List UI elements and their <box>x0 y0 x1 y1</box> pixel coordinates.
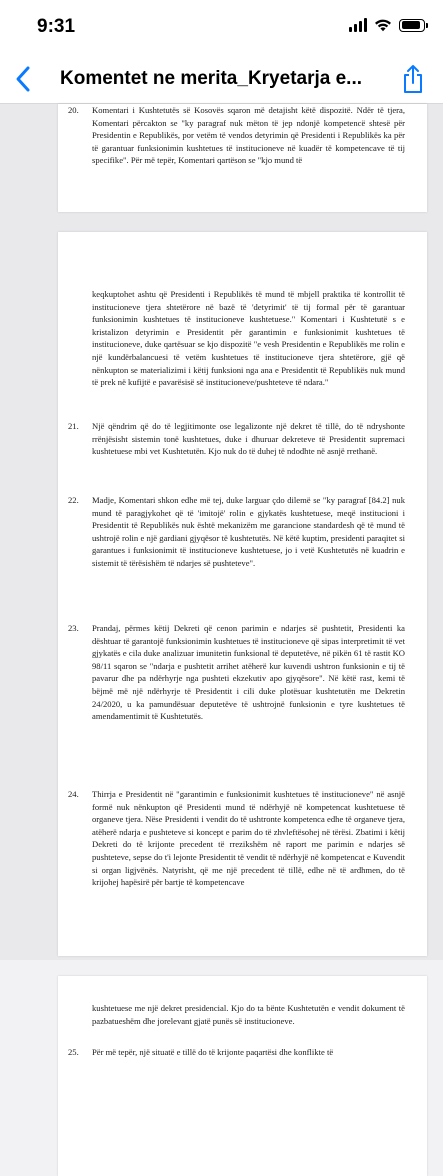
cellular-signal-icon <box>349 18 367 32</box>
paragraph-number: 23. <box>68 623 79 633</box>
document-page <box>58 976 427 1176</box>
wifi-icon <box>374 18 392 32</box>
paragraph-25 <box>68 1046 405 1059</box>
paragraph-number: 25. <box>68 1047 79 1057</box>
paragraph-text: Thirrja e Presidentit në "garantimin e funksionimit kushtetues të institucioneve" në asnjë formë nuk nënkupton që Presidenti mund të ndërhyjë në kompetencat kushtetuese të organeve tjera. Nëse Presidenti i vendit do të ushtronte kompetenca edhe të organeve tjera, atëherë ndarja e pushteteve si koncept e parim do të zhvleftësohej në tërësi. Zbatimi i këtij Dekreti do të krijonte precedent të rrezikshëm në raport me parimin e ndarjes së pushteteve, sepse do t'i lejonte Presidentit të vendit të ndërhyjë në kompetencat e Kuvendit si organ ligjvënës. Natyrisht, që me një precedent të tillë, edhe në të ardhmen, do të krijohej hapësirë për bartje të kompetencave <box>92 789 405 888</box>
paragraph-text: Madje, Komentari shkon edhe më tej, duke larguar çdo dilemë se "ky paragraf [84.2] nuk mund të paragjykohet që të 'imitojë' rolin e gjykatës kushtetuese, meqë institucioni i Presidentit të Republikës nuk është mekanizëm me garancione standardesh që të mund të ushtrojë rolin e një gardiani gjyqësor të kushtetutës. Në këtë kuptim, presidenti paraqitet si garantues i funksionimit të institucioneve kushtetuese, jo i vetë Kushtetutës në kuadrin e sistemit të tërësishëm të ndarjes së pushteteve". <box>92 495 405 568</box>
share-button[interactable] <box>397 61 429 97</box>
paragraph-text: Për më tepër, një situatë e tillë do të krijonte paqartësi dhe konflikte të <box>92 1047 334 1057</box>
paragraph-text: Prandaj, përmes këtij Dekreti që cenon parimin e ndarjes së pushtetit, Presidenti ka dështuar të garantojë funksionimin kushtetues të institucioneve që sipas interpretimit të vet gjykatës e cila duke analizuar imunitetin funksional të deputetëve, në pikën 61 të rastit KO 98/11 sqaron se "ndarja e pushtetit arrihet atëherë kur kuvendi ushtron funksionin e tij të pavarur dhe pa ndërhyrje nga pushteti ekzekutiv apo gjyqësore". Në këtë rast, kemi të bëjmë më një ndërhyrje të Presidentit i cili duke plotësuar kushtetutën me Dekretin 24/2020, u ka pamundësuar deputetëve të ushtrojnë funksionin e tyre kushtetues të amendamentimit të Kushtetutës. <box>92 623 405 722</box>
paragraph-20 <box>68 104 405 167</box>
battery-level <box>402 21 421 29</box>
paragraph-20-continued: keqkuptohet ashtu që Presidenti i Republikës të mund të mbjell praktika të kontrollit të institucioneve tjera shtetërore në bazë të 'detyrimit' të tij formal për të garantuar funksionimin kushtetues të institucioneve kushtetuese." Komentari i Kushtetutë s e kristalizon detyrimin e Presidentit për garantimin e funksionimit kushtetues të institucioneve, duke qartësuar se kjo dispozitë "e vesh Presidentin e Republikës me rolin e një kundërbalancuesi të vetëm kushtetues të institucioneve tjera shtetërore, gjë që nënkupton se materializimi i këtij funksioni nga ana e Presidentit të Republikës nuk mund të prek në kufijtë e pavarësisë së institucioneve/pushteteve të ndara." <box>92 289 405 388</box>
document-page <box>58 232 427 956</box>
status-time: 9:31 <box>37 16 76 37</box>
paragraph-21 <box>68 420 405 458</box>
paragraph-23 <box>68 622 405 723</box>
paragraph-22 <box>68 494 405 570</box>
paragraph-number: 20. <box>68 105 79 115</box>
paragraph-number: 21. <box>68 421 79 431</box>
status-icons <box>349 18 425 32</box>
share-icon <box>401 64 425 94</box>
paragraph-text: Një qëndrim që do të legjitimonte ose legalizonte një dekret të tillë, do të ndryshonte rrënjësisht sistemin tonë kushtetues, duke i dhuruar dekreteve të Presidentit supremaci kushtetuese mbi vet Kushtetutën. Kjo nuk do të duhej të ndodhte në asnjë rrethanë. <box>92 421 405 457</box>
paragraph-24 <box>68 788 405 889</box>
paragraph-number: 22. <box>68 495 79 505</box>
paragraph-number: 24. <box>68 789 79 799</box>
chevron-left-icon <box>15 66 31 92</box>
document-page <box>58 104 427 212</box>
status-bar <box>0 0 443 56</box>
document-viewer[interactable] <box>0 104 443 1057</box>
navigation-bar <box>0 56 443 104</box>
paragraph-text: Komentari i Kushtetutës së Kosovës sqaron më detajisht këtë dispozitë. Ndër të tjera, Komentari përcakton se "ky paragraf nuk mëton të jep ndonjë kompetencë shtesë për Presidentin e Republikës, por vetëm të vendos detyrimin që Presidenti i Republikës ka për të garantuar funksionimin kushtetues të institucioneve në kuadër të kompetencave të tij specifike". Për më tepër, Komentari qartëson se "kjo mund të <box>92 105 405 166</box>
back-button[interactable] <box>8 62 38 96</box>
document-title: Komentet ne merita_Kryetarja e... <box>60 68 363 89</box>
battery-icon <box>399 19 425 32</box>
paragraph-24-continued: kushtetuese me një dekret presidencial. Kjo do ta bënte Kushtetutën e vendit dokument të pazbatueshëm dhe jorelevant gjatë punës së institucioneve. <box>92 1003 405 1026</box>
